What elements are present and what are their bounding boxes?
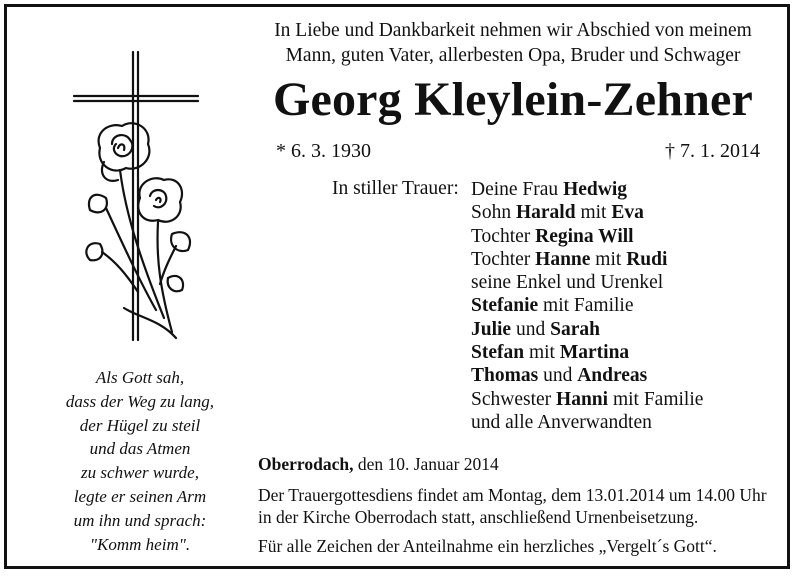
intro-line-2: Mann, guten Vater, allerbesten Opa, Bruder und Schwager (285, 45, 741, 66)
mourner-line (471, 248, 703, 271)
mourner-line (471, 364, 703, 387)
mourner-name: Martina (559, 342, 630, 364)
mourner-name: Hanni (556, 388, 609, 410)
mourner-name: Hanne (535, 248, 591, 270)
mourner-name: Rudi (626, 248, 668, 270)
poem-line: um ihn und sprach: (73, 510, 207, 530)
death-date: † 7. 1. 2014 (665, 140, 760, 162)
mourner-text: Schwester (471, 388, 557, 410)
poem-line: zu schwer wurde, (81, 463, 199, 483)
mourner-line (471, 388, 703, 411)
mourner-name: Andreas (577, 365, 648, 387)
poem-line: legte er seinen Arm (73, 486, 207, 506)
mourner-text: mit Familie (538, 295, 634, 317)
service-info (258, 484, 767, 528)
mourner-text: Tochter (471, 225, 536, 247)
mourner-text: und (511, 318, 551, 340)
mourner-name: Regina Will (535, 225, 634, 247)
birth-date: * 6. 3. 1930 (276, 140, 371, 162)
mourner-line (471, 225, 703, 248)
mourner-name: Harald (515, 202, 576, 224)
poem (40, 366, 240, 556)
mourner-text: Deine Frau (471, 179, 564, 200)
mourner-name: Eva (611, 202, 644, 224)
mourner-name: Hedwig (563, 179, 627, 200)
mourner-text: Sohn (471, 202, 516, 224)
mourner-text: mit Familie (608, 388, 704, 410)
poem-line: der Hügel zu steil (79, 415, 201, 435)
mourner-text: und alle Anverwandten (471, 411, 652, 433)
mourner-line (471, 411, 703, 434)
cross-with-roses-icon (60, 48, 200, 353)
mourner-line (471, 178, 703, 201)
place-town: Oberrodach, (258, 454, 354, 474)
mourner-name: Stefanie (471, 295, 539, 317)
mourner-text: mit (524, 342, 560, 364)
mourner-text: seine Enkel und Urenkel (471, 272, 664, 294)
mourners-list (471, 178, 703, 434)
mourner-name: Thomas (471, 365, 539, 387)
mourner-line (471, 341, 703, 364)
mourner-line (471, 318, 703, 341)
mourner-name: Julie (471, 318, 512, 340)
mourner-text: mit (590, 248, 627, 270)
intro-line-1: In Liebe und Dankbarkeit nehmen wir Abschied von meinem (274, 20, 752, 41)
poem-line: "Komm heim". (89, 534, 191, 554)
mourner-line (471, 201, 703, 224)
mourner-text: und (538, 365, 578, 387)
mourner-line (471, 294, 703, 317)
deceased-name: Georg Kleylein-Zehner (272, 73, 754, 126)
mourner-line (471, 271, 703, 294)
mourner-text: Tochter (471, 248, 536, 270)
mourner-text: mit (575, 202, 612, 224)
service-line-2: in der Kirche Oberrodach statt, anschließend Urnenbeisetzung. (258, 507, 699, 527)
mourner-name: Stefan (471, 342, 525, 364)
mourner-name: Sarah (550, 318, 600, 340)
thanks-line: Für alle Zeichen der Anteilnahme ein herzliches „Vergelt´s Gott“. (258, 536, 717, 556)
poem-line: und das Atmen (89, 439, 191, 459)
poem-line: dass der Weg zu lang, (65, 391, 215, 411)
mourners-label: In stiller Trauer: (332, 178, 459, 199)
service-line-1: Der Trauergottesdiens findet am Montag, dem 13.01.2014 um 14.00 Uhr (258, 485, 767, 505)
poem-line: Als Gott sah, (95, 368, 185, 387)
place-date: den 10. Januar 2014 (353, 454, 499, 474)
place-date-line (258, 454, 499, 475)
intro-text (248, 18, 778, 68)
